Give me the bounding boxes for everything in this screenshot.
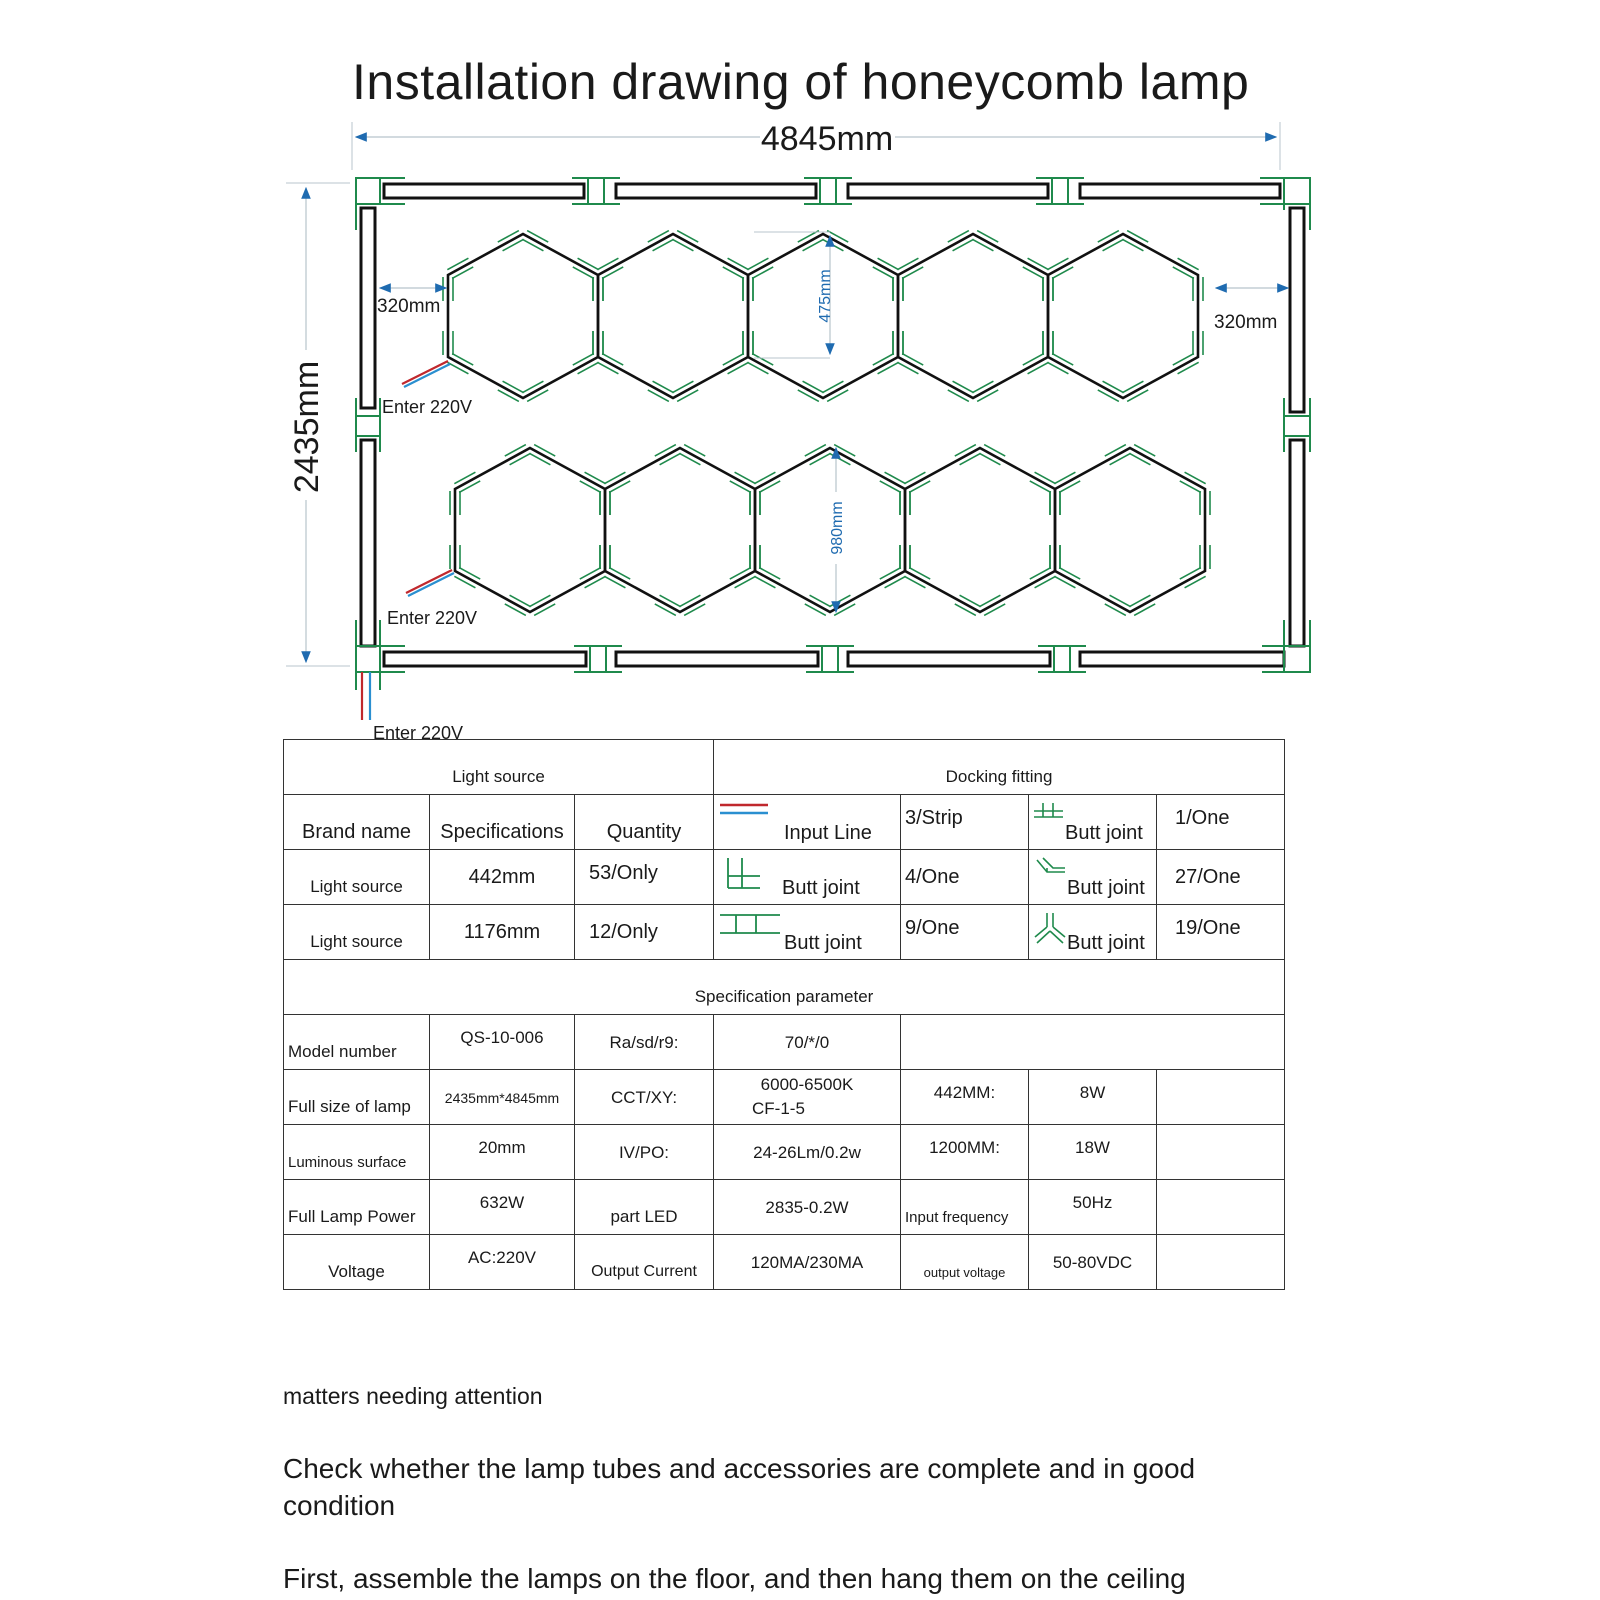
- param-empty: [1157, 1125, 1285, 1180]
- param-value: QS-10-006: [430, 1015, 575, 1070]
- power-input-bottom: [362, 672, 463, 740]
- param-value-2: 24-26Lm/0.2w: [714, 1125, 901, 1180]
- frame-connectors: [356, 178, 1310, 690]
- fitting-t-corner-joint: Butt joint: [714, 850, 901, 905]
- spec-table: [283, 739, 1285, 1290]
- notes-heading: matters needing attention: [283, 1383, 543, 1409]
- param-empty: [1157, 1235, 1285, 1290]
- input-line-icon: [718, 801, 770, 819]
- param-value-2: 2835-0.2W: [714, 1180, 901, 1235]
- hex-height-dimension: [826, 448, 846, 612]
- angled-joint-icon: [1033, 856, 1067, 882]
- param-empty: [901, 1015, 1285, 1070]
- page-title: Installation drawing of honeycomb lamp: [352, 54, 1250, 110]
- param-label-3: 442MM:: [901, 1070, 1029, 1125]
- note-item: First, assemble the lamps on the floor, and then hang them on the ceiling: [283, 1563, 1186, 1594]
- param-label-3: output voltage: [901, 1235, 1029, 1290]
- fitting-qty: 3/Strip: [901, 795, 1029, 850]
- param-label: Model number: [284, 1015, 430, 1070]
- hex-half-height-label: 475mm: [817, 269, 834, 323]
- param-label-2: CCT/XY:: [575, 1070, 714, 1125]
- width-dimension-label: 4845mm: [760, 120, 894, 158]
- fitting-cross-joint: Butt joint: [1029, 795, 1157, 850]
- spec-parameter-header: Specification parameter: [284, 960, 1285, 1015]
- fitting-qty: 4/One: [901, 850, 1029, 905]
- fitting-qty: 27/One: [1157, 850, 1285, 905]
- fitting-double-t-joint: Butt joint: [714, 905, 901, 960]
- fitting-angled-joint: Butt joint: [1029, 850, 1157, 905]
- param-label-3: Input frequency: [901, 1180, 1029, 1235]
- param-value-3: 8W: [1029, 1070, 1157, 1125]
- height-dimension-label: 2435mm: [288, 360, 326, 494]
- power-input-top: [382, 361, 472, 417]
- param-value-3: 18W: [1029, 1125, 1157, 1180]
- param-label-3: 1200MM:: [901, 1125, 1029, 1180]
- column-header-quantity: Quantity: [575, 795, 714, 850]
- gap-right-label: 320mm: [1214, 312, 1278, 333]
- column-header-spec: Specifications: [430, 795, 575, 850]
- param-value-2: 120MA/230MA: [714, 1235, 901, 1290]
- param-label-2: Ra/sd/r9:: [575, 1015, 714, 1070]
- table-row-brand: Light source: [284, 850, 430, 905]
- power-label: Enter 220V: [373, 723, 464, 740]
- fitting-qty: 19/One: [1157, 905, 1285, 960]
- note-item: Check whether the lamp tubes and accessories are complete and in good condition: [283, 1453, 1196, 1521]
- param-value: AC:220V: [430, 1235, 575, 1290]
- fitting-input-line: Input Line: [714, 795, 901, 850]
- double-t-joint-icon: [718, 911, 782, 937]
- fitting-qty: 9/One: [901, 905, 1029, 960]
- hex-height-label: 980mm: [829, 501, 846, 555]
- param-label: Luminous surface: [284, 1125, 430, 1180]
- table-row-qty: 12/Only: [575, 905, 714, 960]
- param-label: Voltage: [284, 1235, 430, 1290]
- table-row-qty: 53/Only: [575, 850, 714, 905]
- param-empty: [1157, 1180, 1285, 1235]
- light-source-header: Light source: [284, 740, 714, 795]
- height-dimension: [286, 183, 350, 666]
- param-value-2: 70/*/0: [714, 1015, 901, 1070]
- param-value: 2435mm*4845mm: [430, 1070, 575, 1125]
- param-value: 632W: [430, 1180, 575, 1235]
- param-value-3: 50-80VDC: [1029, 1235, 1157, 1290]
- param-label: Full Lamp Power: [284, 1180, 430, 1235]
- param-label-2: Output Current: [575, 1235, 714, 1290]
- table-row-spec: 1176mm: [430, 905, 575, 960]
- width-dimension: [352, 120, 1280, 170]
- table-row-spec: 442mm: [430, 850, 575, 905]
- param-empty: [1157, 1070, 1285, 1125]
- power-label: Enter 220V: [387, 608, 478, 628]
- power-input-middle: [387, 570, 477, 628]
- param-value-3: 50Hz: [1029, 1180, 1157, 1235]
- column-header-brand: Brand name: [284, 795, 430, 850]
- installation-diagram: [0, 0, 1600, 740]
- gap-dimension-right: [1214, 288, 1288, 333]
- param-value-2: 6000-6500K CF-1-5: [714, 1070, 901, 1125]
- gap-dimension-left: [377, 288, 446, 317]
- fitting-y-joint: Butt joint: [1029, 905, 1157, 960]
- fitting-qty: 1/One: [1157, 795, 1285, 850]
- param-label-2: IV/PO:: [575, 1125, 714, 1180]
- param-label: Full size of lamp: [284, 1070, 430, 1125]
- y-joint-icon: [1033, 911, 1067, 945]
- gap-left-label: 320mm: [377, 296, 441, 317]
- param-value: 20mm: [430, 1125, 575, 1180]
- power-label: Enter 220V: [382, 397, 473, 417]
- param-label-2: part LED: [575, 1180, 714, 1235]
- table-row-brand: Light source: [284, 905, 430, 960]
- docking-fitting-header: Docking fitting: [714, 740, 1285, 795]
- cross-joint-icon: [1033, 801, 1065, 825]
- t-corner-joint-icon: [718, 856, 762, 892]
